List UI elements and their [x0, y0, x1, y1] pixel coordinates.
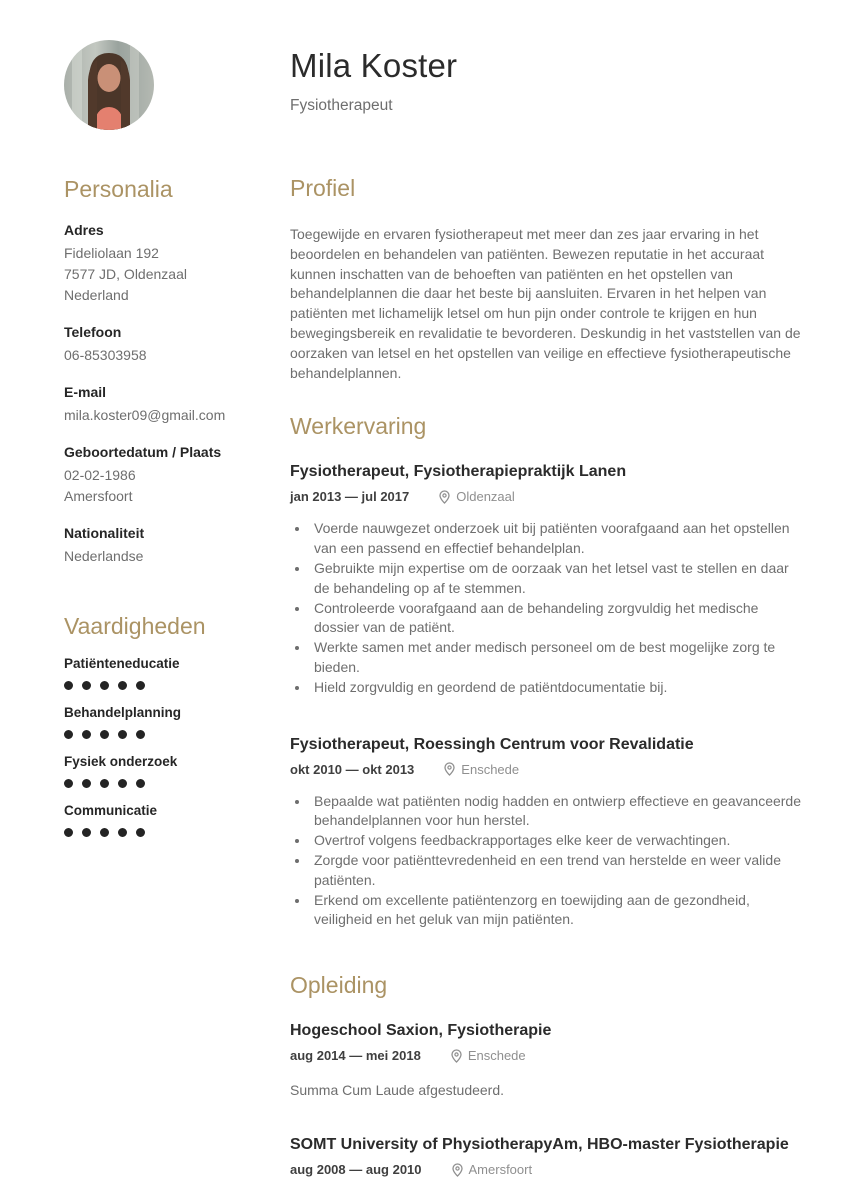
job-bullets — [290, 519, 804, 697]
job-location-text: Oldenzaal — [456, 489, 515, 505]
job-meta-row — [290, 488, 804, 505]
education-entry-1 — [290, 1020, 804, 1100]
job-bullet: • Bepaalde wat patiënten nodig hadden en ontwierp effectieve en geavanceerde behandelplannen voor hun herstel. — [310, 792, 804, 832]
sidebar — [64, 0, 250, 837]
werkervaring-heading: Werkervaring — [290, 413, 427, 440]
job-bullets — [290, 792, 804, 931]
job-entry-1 — [290, 461, 804, 697]
job-meta-row — [290, 761, 804, 778]
personalia-group-email — [64, 382, 250, 426]
main-column — [290, 0, 804, 1178]
job-bullet: • Controleerde voorafgaand aan de behandeling zorgvuldig het medische dossier van de patiënt. — [310, 599, 804, 639]
skill-rating-dots — [64, 681, 250, 690]
profile-photo-illustration — [64, 40, 154, 130]
personalia-group-telefoon — [64, 322, 250, 366]
education-entry-2 — [290, 1134, 804, 1178]
job-entry-2 — [290, 734, 804, 931]
education-meta-row — [290, 1161, 804, 1178]
location-pin-icon — [439, 490, 450, 504]
geboortedatum-value: 02-02-1986 — [64, 467, 136, 483]
nationaliteit-value: Nederlandse — [64, 548, 144, 564]
personalia-group-geboortedatum — [64, 442, 250, 507]
education-location — [451, 1047, 526, 1064]
profiel-text: Toegewijde en ervaren fysiotherapeut met meer dan zes jaar ervaring in het beoordelen en behandelen van patiënten. Bewezen reputatie in het accuraat kunnen inschatten van de behoeften van patiënten en het opstellen van behandelplannen die daar het beste bij aansluiten. Ervaren in het helpen van patiënten met lichamelijk letsel om hun pijn onder controle te krijgen en hun bewegingsbereik en revalidatie te bevorderen. Deskundig in het vaststellen van de oorzaken van letsel en het opstellen van veilige en effectieve fysiotherapeutische behandelplannen. — [290, 226, 801, 381]
profiel-heading: Profiel — [290, 175, 356, 201]
adres-line-2: 7577 JD, Oldenzaal — [64, 266, 187, 282]
job-bullet: • Overtrof volgens feedbackrapportages elke keer de verwachtingen. — [310, 831, 804, 851]
education-title: SOMT University of PhysiotherapyAm, HBO-master Fysiotherapie — [290, 1136, 789, 1154]
skill-name: Communicatie — [64, 803, 158, 818]
education-dates: aug 2008 — aug 2010 — [290, 1162, 422, 1178]
education-meta-row — [290, 1047, 804, 1064]
location-pin-icon — [452, 1163, 463, 1177]
education-location-text: Enschede — [467, 1048, 526, 1064]
email-value: mila.koster09@gmail.com — [64, 407, 226, 423]
person-job-title: Fysiotherapeut — [290, 97, 393, 114]
education-description: Summa Cum Laude afgestudeerd. — [290, 1082, 505, 1099]
job-title: Fysiotherapeut, Roessingh Centrum voor Revalidatie — [290, 735, 694, 753]
email-label: E-mail — [64, 384, 107, 400]
job-bullet: • Voerde nauwgezet onderzoek uit bij patiënten voorafgaand aan het opstellen van een passend en effectief behandelplan. — [310, 519, 804, 559]
geboorteplaats-value: Amersfoort — [64, 488, 133, 504]
skill-behandelplanning — [64, 703, 250, 739]
job-location — [439, 488, 515, 505]
skill-fysiek-onderzoek — [64, 752, 250, 788]
geboortedatum-label: Geboortedatum / Plaats — [64, 444, 222, 460]
telefoon-value: 06-85303958 — [64, 347, 147, 363]
opleiding-heading: Opleiding — [290, 972, 388, 999]
telefoon-label: Telefoon — [64, 324, 122, 340]
job-bullet: • Werkte samen met ander medisch personeel om de best mogelijke zorg te bieden. — [310, 638, 804, 678]
job-bullet: • Gebruikte mijn expertise om de oorzaak van het letsel vast te stellen en daar de behandeling op af te stemmen. — [310, 559, 804, 599]
skill-name: Fysiek onderzoek — [64, 754, 178, 769]
location-pin-icon — [444, 762, 455, 776]
job-bullet: • Erkend om excellente patiëntenzorg en toewijding aan de gezondheid, veiligheid en het geluk van mijn patiënten. — [310, 891, 804, 931]
personalia-heading: Personalia — [64, 176, 173, 202]
adres-line-1: Fideliolaan 192 — [64, 245, 159, 261]
profile-photo — [64, 40, 154, 130]
vaardigheden-heading: Vaardigheden — [64, 613, 206, 639]
skill-rating-dots — [64, 779, 250, 788]
job-dates: jan 2013 — jul 2017 — [290, 489, 410, 505]
job-title: Fysiotherapeut, Fysiotherapiepraktijk Lanen — [290, 463, 627, 481]
skill-name: Behandelplanning — [64, 705, 182, 720]
education-dates: aug 2014 — mei 2018 — [290, 1048, 421, 1064]
nationaliteit-label: Nationaliteit — [64, 525, 145, 541]
job-location-text: Enschede — [461, 761, 520, 777]
education-location — [452, 1161, 533, 1178]
education-location-text: Amersfoort — [468, 1162, 533, 1178]
skill-communicatie — [64, 801, 250, 837]
job-bullet: • Zorgde voor patiënttevredenheid en een trend van herstelde en weer valide patiënten. — [310, 851, 804, 891]
adres-line-3: Nederland — [64, 287, 129, 303]
job-bullet: • Hield zorgvuldig en geordend de patiëntdocumentatie bij. — [310, 678, 804, 698]
skill-rating-dots — [64, 828, 250, 837]
location-pin-icon — [451, 1049, 462, 1063]
skill-rating-dots — [64, 730, 250, 739]
skill-patienteneducatie — [64, 654, 250, 690]
person-name: Mila Koster — [290, 47, 458, 84]
skill-name: Patiënteneducatie — [64, 656, 180, 671]
personalia-group-nationaliteit — [64, 523, 250, 567]
education-title: Hogeschool Saxion, Fysiotherapie — [290, 1022, 552, 1040]
job-location — [444, 761, 519, 778]
adres-label: Adres — [64, 222, 104, 238]
personalia-group-adres — [64, 220, 250, 306]
job-dates: okt 2010 — okt 2013 — [290, 761, 415, 777]
